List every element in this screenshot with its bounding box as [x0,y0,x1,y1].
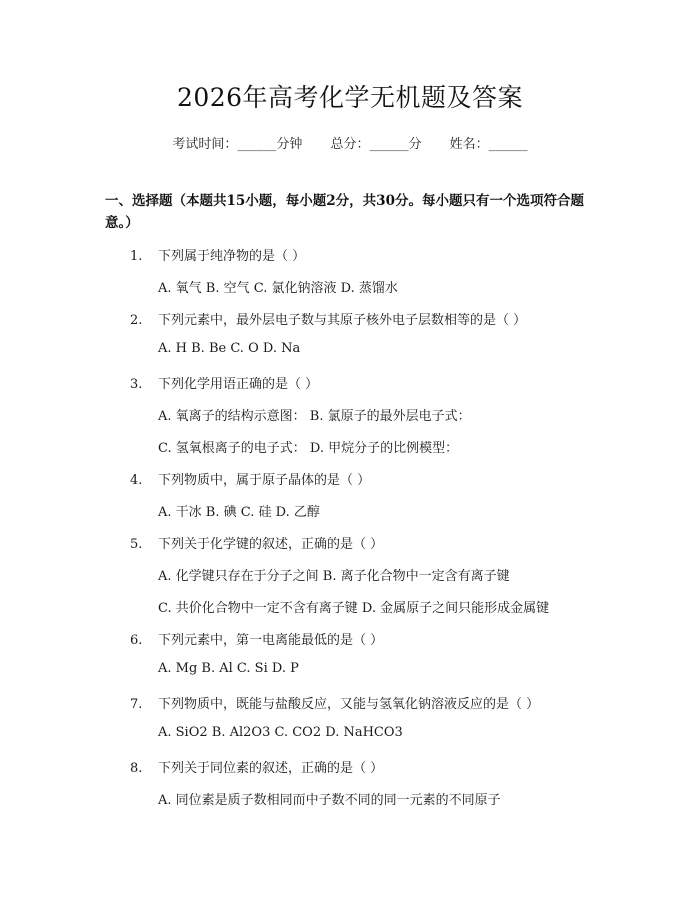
question-stem: 下列物质中，既能与盐酸反应，又能与氢氧化钠溶液反应的是（ ） [158,697,540,712]
question-2-options: A. H B. Be C. O D. Na [158,341,301,356]
question-8 [130,757,383,776]
question-5-options-ab: A. 化学键只存在于分子之间 B. 离子化合物中一定含有离子键 [158,569,510,584]
question-number: 4. [130,473,143,488]
exam-name-field: 姓名：______ [449,137,528,152]
question-number: 7. [130,697,143,712]
question-3 [130,373,318,392]
exam-time: 考试时间：______分钟 [172,137,303,152]
exam-meta [0,133,700,152]
question-4 [130,469,370,488]
question-5 [130,533,383,552]
question-6 [130,629,383,648]
question-7 [130,693,539,712]
question-number: 3. [130,377,143,392]
question-number: 8. [130,761,143,776]
question-1 [130,245,305,264]
question-6-options: A. Mg B. Al C. Si D. P [158,661,299,676]
question-3-options-cd: C. 氢氧根离子的电子式： D. 甲烷分子的比例模型： [158,441,459,456]
question-number: 6. [130,633,143,648]
question-number: 1. [130,249,143,264]
question-stem: 下列物质中，属于原子晶体的是（ ） [158,473,371,488]
question-stem: 下列化学用语正确的是（ ） [158,377,319,392]
question-stem: 下列元素中，第一电离能最低的是（ ） [158,633,384,648]
question-4-options: A. 干冰 B. 碘 C. 硅 D. 乙醇 [158,505,320,520]
question-5-options-cd: C. 共价化合物中一定不含有离子键 D. 金属原子之间只能形成金属键 [158,601,550,616]
section-heading: 一、选择题（本题共15小题，每小题2分，共30分。每小题只有一个选项符合题意。） [105,193,584,231]
question-stem: 下列属于纯净物的是（ ） [158,249,306,264]
document-title: 2026年高考化学无机题及答案 [176,83,524,112]
question-number: 2. [130,313,143,328]
question-2 [130,309,526,328]
question-stem: 下列关于同位素的叙述，正确的是（ ） [158,761,384,776]
exam-total-score: 总分：______分 [330,137,422,152]
question-stem: 下列元素中，最外层电子数与其原子核外电子层数相等的是（ ） [158,313,527,328]
question-number: 5. [130,537,143,552]
question-1-options: A. 氧气 B. 空气 C. 氯化钠溶液 D. 蒸馏水 [158,281,398,296]
question-7-options: A. SiO2 B. Al2O3 C. CO2 D. NaHCO3 [158,725,403,740]
question-stem: 下列关于化学键的叙述，正确的是（ ） [158,537,384,552]
question-3-options-ab: A. 氧离子的结构示意图： B. 氯原子的最外层电子式： [158,409,471,424]
question-8-options: A. 同位素是质子数相同而中子数不同的同一元素的不同原子 [158,793,501,808]
